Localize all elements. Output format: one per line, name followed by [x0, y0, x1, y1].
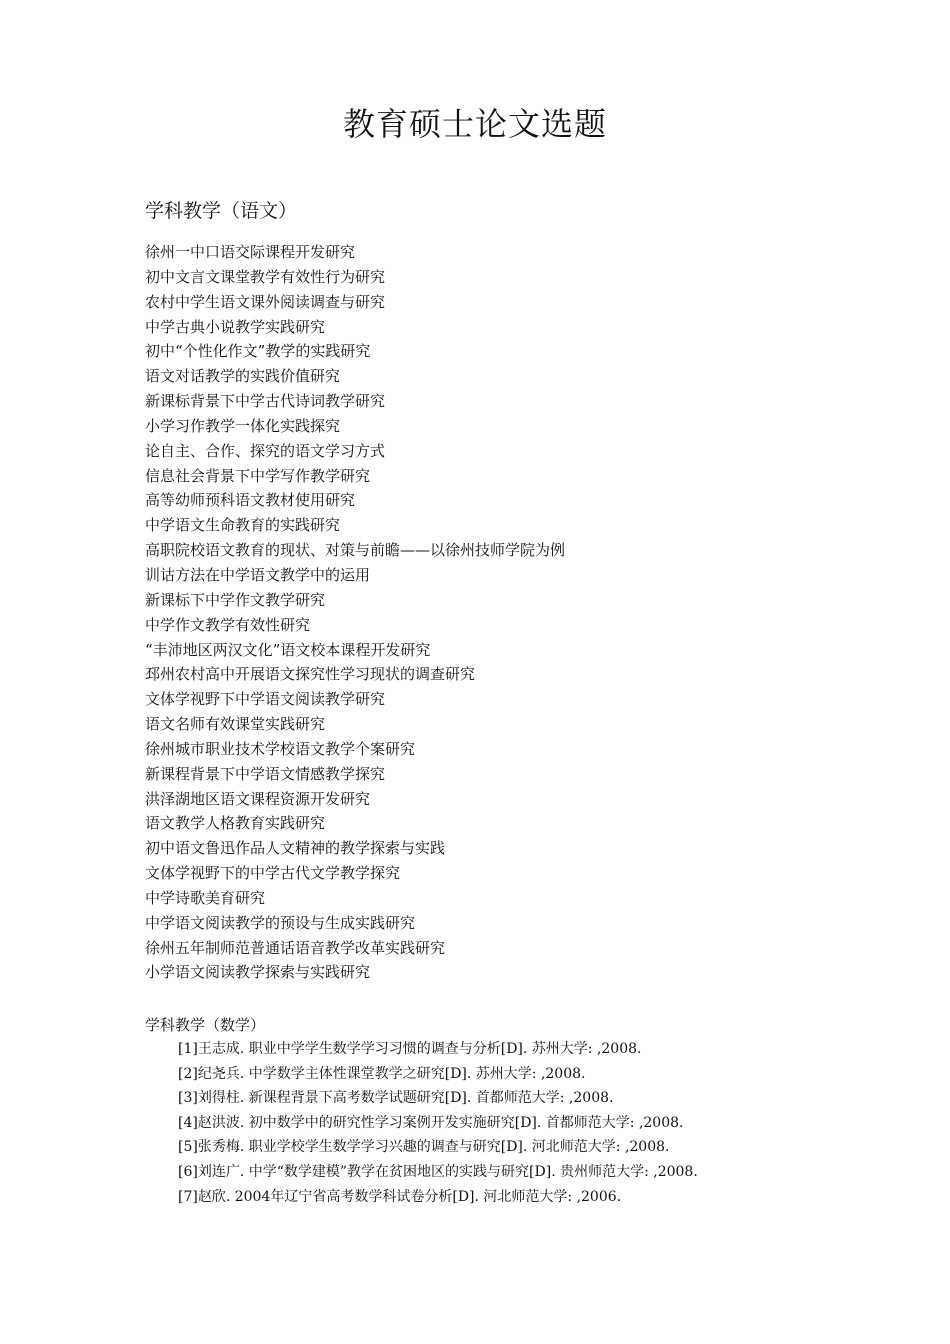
reference-item: [4]赵洪波. 初中数学中的研究性学习案例开发实施研究[D]. 首都师范大学: ,2008.	[178, 1114, 684, 1131]
reference-item: [5]张秀梅. 职业学校学生数学学习兴趣的调查与研究[D]. 河北师范大学: ,2008.	[178, 1139, 670, 1156]
topic-item: 高职院校语文教育的现状、对策与前瞻——以徐州技师学院为例	[145, 541, 566, 560]
document-title: 教育硕士论文选题	[342, 105, 607, 143]
topic-item: 徐州五年制师范普通话语音教学改革实践研究	[145, 938, 446, 957]
topic-item: “丰沛地区两汉文化”语文校本课程开发研究	[145, 640, 431, 659]
topic-item: 小学习作教学一体化实践探究	[145, 416, 341, 435]
topic-item: 新课程背景下中学语文情感教学探究	[145, 764, 386, 783]
topic-item: 徐州一中口语交际课程开发研究	[145, 243, 356, 261]
topic-item: 文体学视野下的中学古代文学教学探究	[145, 864, 401, 883]
topic-item: 新课标下中学作文教学研究	[145, 590, 326, 609]
topic-item: 徐州城市职业技术学校语文教学个案研究	[145, 739, 416, 758]
topic-item: 中学诗歌美育研究	[145, 888, 266, 907]
topic-item: 农村中学生语文课外阅读调查与研究	[145, 292, 386, 311]
topic-item: 邳州农村高中开展语文探究性学习现状的调查研究	[145, 665, 476, 684]
topic-item: 初中语文鲁迅作品人文精神的教学探索与实践	[145, 839, 446, 858]
topic-item: 语文名师有效课堂实践研究	[145, 715, 326, 734]
section-heading-chinese: 学科教学（语文）	[145, 200, 298, 222]
reference-item: [1]王志成. 职业中学学生数学学习习惯的调查与分析[D]. 苏州大学: ,2008.	[178, 1041, 642, 1057]
topic-item: 新课标背景下中学古代诗词教学研究	[145, 392, 386, 411]
topic-item: 洪泽湖地区语文课程资源开发研究	[145, 789, 371, 808]
reference-list-math	[178, 1037, 698, 1209]
topic-item: 语文对话教学的实践价值研究	[145, 367, 341, 386]
reference-item: [7]赵欣. 2004年辽宁省高考数学科试卷分析[D]. 河北师范大学: ,2006.	[178, 1188, 622, 1205]
topic-item: 初中“个性化作文”教学的实践研究	[145, 342, 371, 361]
topic-item: 文体学视野下中学语文阅读教学研究	[145, 690, 386, 709]
topic-item: 中学古典小说教学实践研究	[145, 317, 326, 336]
reference-item: [3]刘得柱. 新课程背景下高考数学试题研究[D]. 首都师范大学: ,2008.	[178, 1090, 614, 1107]
topic-item: 论自主、合作、探究的语文学习方式	[145, 441, 386, 460]
topic-item: 中学作文教学有效性研究	[145, 615, 311, 634]
topic-item: 信息社会背景下中学写作教学研究	[145, 466, 371, 485]
topic-list-chinese	[145, 240, 565, 985]
topic-item: 中学语文阅读教学的预设与生成实践研究	[145, 913, 416, 932]
topic-item: 中学语文生命教育的实践研究	[145, 516, 341, 535]
topic-item: 训诂方法在中学语文教学中的运用	[145, 565, 371, 584]
reference-item: [2]纪尧兵. 中学数学主体性课堂教学之研究[D]. 苏州大学: ,2008.	[178, 1065, 586, 1082]
topic-item: 小学语文阅读教学探索与实践研究	[145, 963, 371, 982]
section-heading-math: 学科教学（数学）	[145, 1016, 266, 1034]
topic-item: 高等幼师预科语文教材使用研究	[145, 491, 356, 510]
reference-item: [6]刘连广. 中学“数学建模”教学在贫困地区的实践与研究[D]. 贵州师范大学: ,2008.	[178, 1163, 698, 1180]
topic-item: 语文教学人格教育实践研究	[145, 814, 326, 833]
topic-item: 初中文言文课堂教学有效性行为研究	[145, 267, 386, 286]
